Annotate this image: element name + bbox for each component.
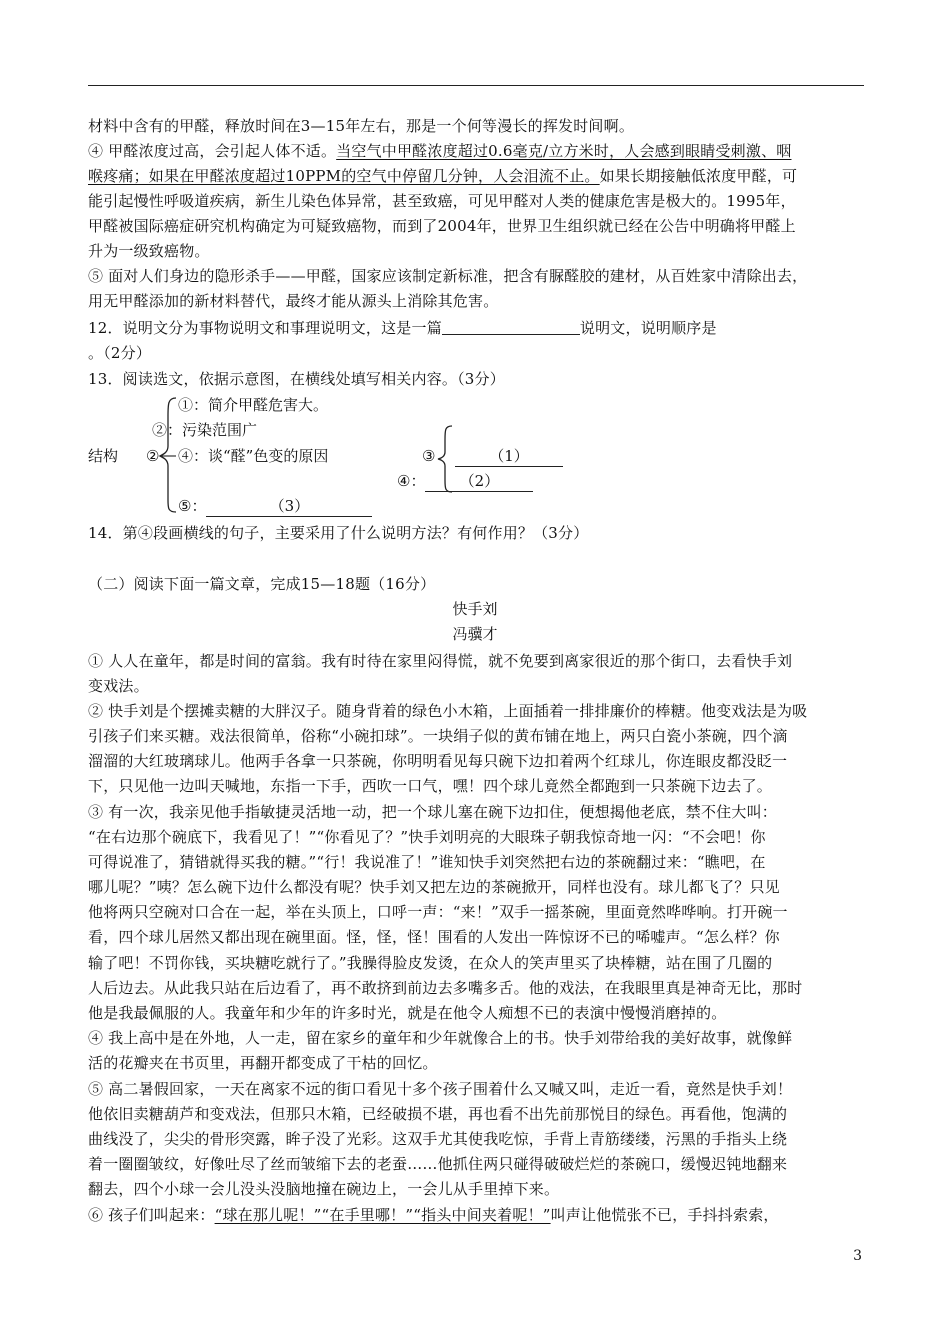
- article-line: 他是我最佩服的人。我童年和少年的许多时光，就是在他令人痴想不已的表演中慢慢消磨掉的。: [88, 1004, 727, 1022]
- article-text: 叫声让他慌张不已，手抖抖索索，: [550, 1206, 779, 1224]
- question-13: 13．阅读选文，依据示意图，在横线处填写相关内容。（3分）: [88, 370, 505, 388]
- article-line: ④ 我上高中是在外地，人一走，留在家乡的童年和少年就像合上的书。快手刘带给我的美好故事，就像鲜: [88, 1029, 793, 1047]
- article-line: 可得说准了，猜错就得买我的糖。”“行！我说准了！”谁知快手刘突然把右边的茶碗翻过来：“瞧吧，在: [88, 853, 766, 871]
- answer-blank-3[interactable]: （3）: [206, 496, 372, 517]
- passage1-line: [88, 141, 791, 161]
- passage1-line: 能引起慢性呼吸道疾病，新生儿染色体异常，甚至致癌，可见甲醛对人类的健康危害是极大的。1995年，: [88, 192, 796, 210]
- article-line: 他依旧卖糖葫芦和变戏法，但那只木箱，已经破损不堪，再也看不出先前那悦目的绿色。再看他，饱满的: [88, 1105, 788, 1123]
- article-line: 他将两只空碗对口合在一起，举在头顶上，口呼一声：“来！”双手一摇茶碗，里面竟然哗哗响。打开碗一: [88, 903, 788, 921]
- header-rule: [88, 85, 864, 86]
- diagram-node-3: ③: [422, 447, 436, 465]
- article-line: 引孩子们来买糖。戏法很简单，俗称“小碗扣球”。一块绢子似的黄布铺在地上，两只白瓷小茶碗，四个滴: [88, 727, 788, 745]
- diagram-node-4b-label: ④：: [397, 472, 426, 490]
- underlined-sentence: “球在那儿呢！”“在手里哪！”“指头中间夹着呢！”: [214, 1206, 551, 1224]
- passage1-line: 用无甲醛添加的新材料替代，最终才能从源头上消除其危害。: [88, 292, 499, 310]
- underlined-sentence: 喉疼痛；如果在甲醛浓度超过10PPM的空气中停留几分钟，人会泪流不止。: [88, 167, 600, 185]
- passage1-line: [88, 166, 797, 186]
- diagram-node-5-label: ⑤：: [178, 497, 207, 515]
- diagram-node-1: ①：简介甲醛危害大。: [178, 396, 329, 414]
- passage1-text: 如果长期接触低浓度甲醛，可: [599, 167, 798, 185]
- article-line: ① 人人在童年，都是时间的富翁。我有时待在家里闷得慌，就不免要到离家很近的那个街口，去看快手刘: [88, 652, 793, 670]
- article-line: 输了吧！不罚你钱，买块糖吃就行了。”我臊得脸皮发烫，在众人的笑声里买了块棒糖，站在围了几圈的: [88, 954, 773, 972]
- passage1-line: 材料中含有的甲醛，释放时间在3—15年左右，那是一个何等漫长的挥发时间啊。: [88, 117, 635, 135]
- passage1-line: 升为一级致癌物。: [88, 242, 210, 260]
- article-line: ③ 有一次，我亲见他手指敏捷灵活地一动，把一个球儿塞在碗下边扣住，便想揭他老底，禁不住大叫：: [88, 803, 777, 821]
- article-line: 看，四个球儿居然又都出现在碗里面。怪，怪，怪！围看的人发出一阵惊讶不已的唏嘘声。“怎么样？你: [88, 928, 780, 946]
- article-line: 溜溜的大红玻璃球儿。他两手各拿一只茶碗，你明明看见每只碗下边扣着两个红球儿，你连眼皮都没眨一: [88, 752, 788, 770]
- diagram-blank-1: [455, 446, 563, 467]
- question-12-text: 12．说明文分为事物说明文和事理说明文，这是一篇: [88, 319, 442, 337]
- passage1-line: ⑤ 面对人们身边的隐形杀手——甲醛，国家应该制定新标准，把含有脲醛胶的建材，从百姓家中清除出去，: [88, 267, 808, 285]
- answer-blank-1[interactable]: （1）: [455, 446, 563, 467]
- question-12-points: 。（2分）: [88, 344, 152, 362]
- article-author: 冯骥才: [452, 625, 498, 643]
- diagram-brace-left: [160, 396, 180, 514]
- answer-blank[interactable]: [442, 319, 580, 335]
- article-line: 着一圈圈皱纹，好像吐尽了丝而皱缩下去的老蚕……他抓住两只碰得破破烂烂的茶碗口，缓慢迟钝地翻来: [88, 1155, 788, 1173]
- article-line: ② 快手刘是个摆摊卖糖的大胖汉子。随身背着的绿色小木箱，上面插着一排排廉价的棒糖。他变戏法是为吸: [88, 702, 808, 720]
- question-14: 14．第④段画横线的句子，主要采用了什么说明方法？有何作用？（3分）: [88, 524, 589, 542]
- page-number: 3: [853, 1248, 862, 1264]
- article-text: ⑥ 孩子们叫起来：: [88, 1206, 215, 1224]
- article-line: 曲线没了，尖尖的骨形突露，眸子没了光彩。这双手尤其使我吃惊，手背上青筋缕缕，污黑的手指头上绕: [88, 1130, 788, 1148]
- article-line: 人后边去。从此我只站在后边看了，再不敢挤到前边去多嘴多舌。他的戏法，在我眼里真是神奇无比，那时: [88, 979, 803, 997]
- question-12-text: 说明文，说明顺序是: [579, 319, 717, 337]
- diagram-node-4: ④：谈“醛”色变的原因: [178, 447, 329, 465]
- article-line: [88, 1205, 779, 1225]
- passage1-line: 甲醛被国际癌症研究机构确定为可疑致癌物，而到了2004年，世界卫生组织就已经在公告中明确将甲醛上: [88, 217, 796, 235]
- article-line: 下，只见他一边叫天喊地，东指一下手，西吹一口气，嘿！四个球儿竟然全都跑到一只茶碗下边去了。: [88, 777, 773, 795]
- article-line: 活的花瓣夹在书页里，再翻开都变成了干枯的回忆。: [88, 1054, 438, 1072]
- diagram-node-4b: [397, 471, 533, 492]
- question-12: [88, 318, 717, 338]
- diagram-node-2-mark: ②: [146, 447, 160, 465]
- article-line: 哪儿呢？”咦？怎么碗下边什么都没有呢？快手刘又把左边的茶碗掀开，同样也没有。球儿都飞了？只见: [88, 878, 780, 896]
- underlined-sentence: 当空气中甲醛浓度超过0.6毫克/立方米时，人会感到眼睛受刺激、咽: [336, 142, 792, 160]
- article-line: “在右边那个碗底下，我看见了！”“你看见了？”快手刘明亮的大眼珠子朝我惊奇地一闪：“不会吧！你: [88, 828, 766, 846]
- article-title: 快手刘: [452, 600, 498, 618]
- section2-heading: （二）阅读下面一篇文章，完成15—18题（16分）: [88, 575, 436, 593]
- answer-blank-2[interactable]: （2）: [425, 471, 533, 492]
- article-line: 翻去，四个小球一会儿没头没脑地撞在碗边上，一会儿从手里掉下来。: [88, 1180, 560, 1198]
- article-line: ⑤ 高二暑假回家，一天在离家不远的街口看见十多个孩子围着什么又喊又叫，走近一看，竟然是快手刘！: [88, 1080, 793, 1098]
- passage1-text: ④ 甲醛浓度过高，会引起人体不适。: [88, 142, 337, 160]
- diagram-node-5: [178, 496, 372, 517]
- diagram-node-2: ②：污染范围广: [152, 421, 258, 439]
- diagram-label-structure: 结构: [88, 447, 119, 465]
- article-line: 变戏法。: [88, 677, 149, 695]
